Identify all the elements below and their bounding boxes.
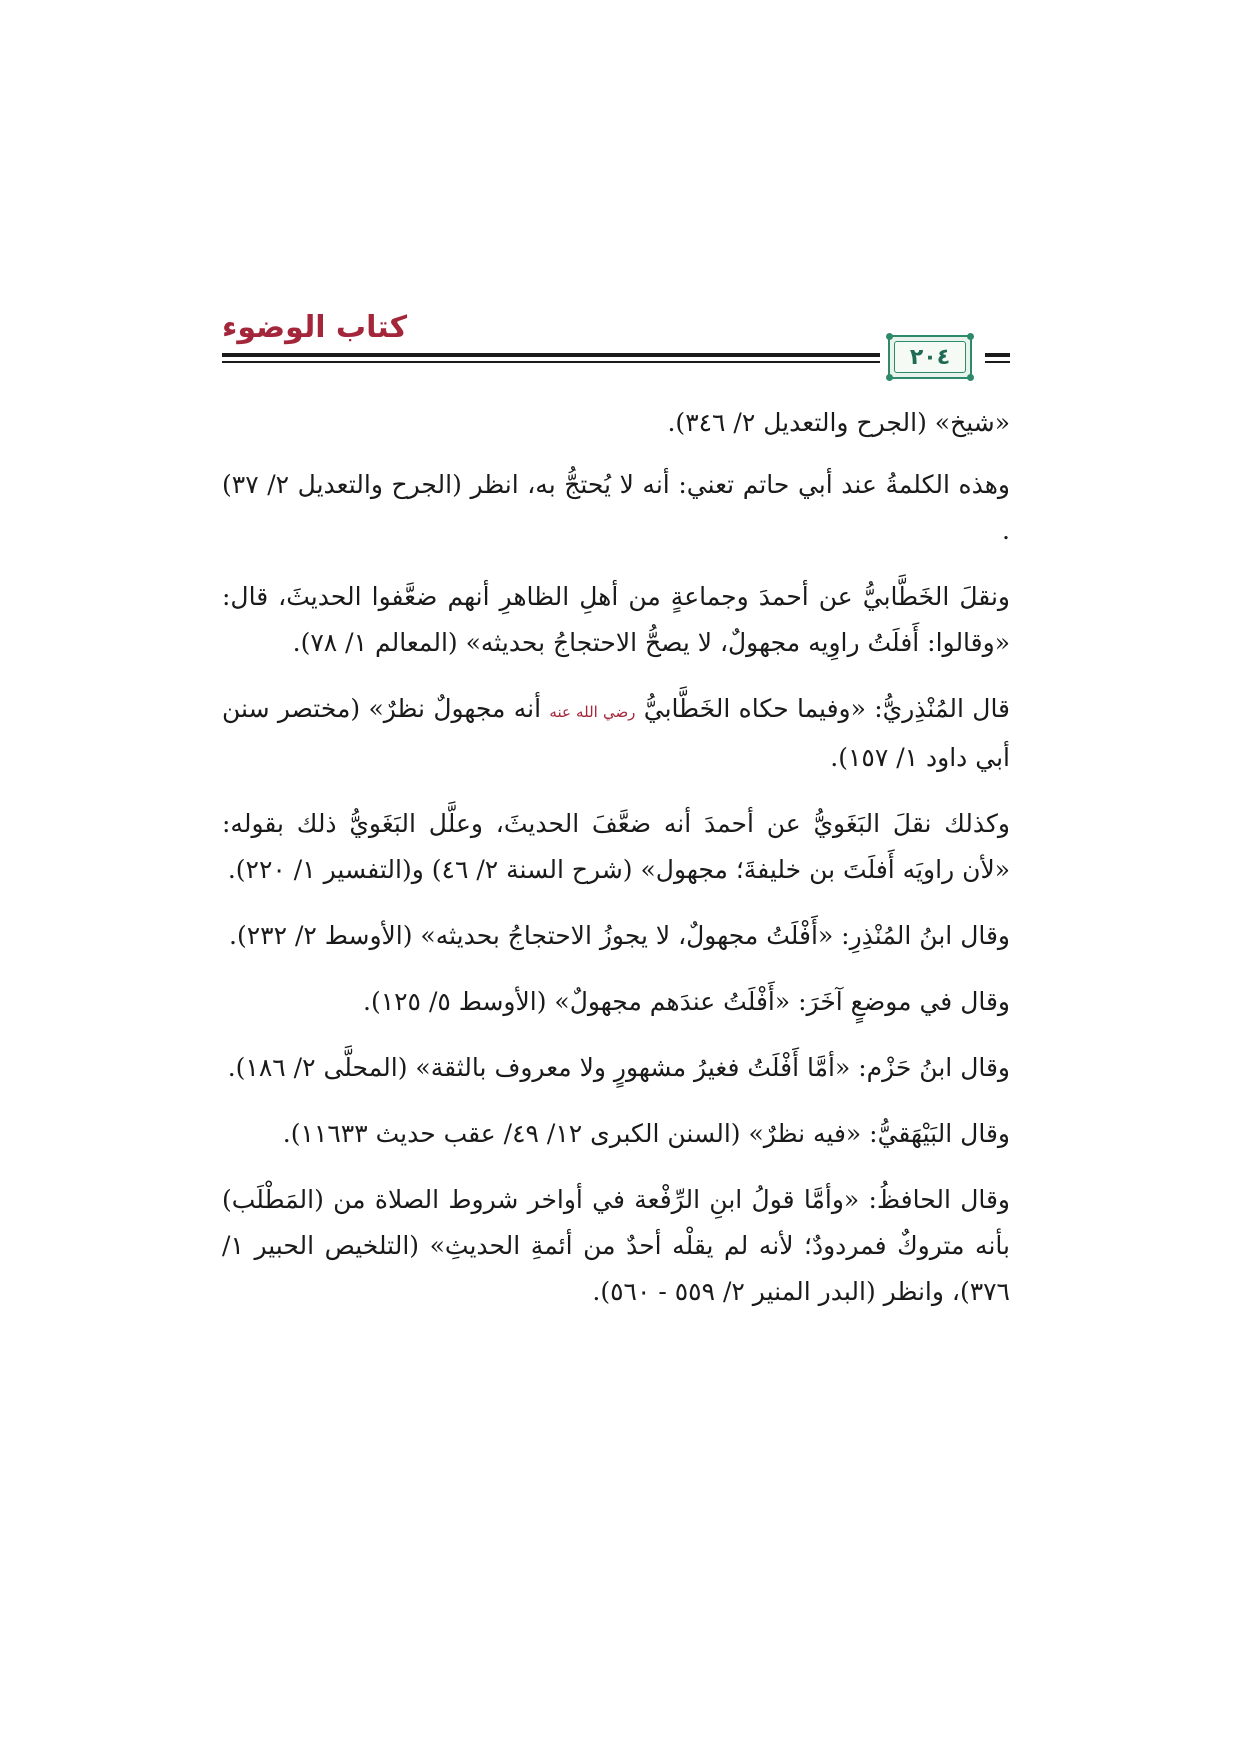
paragraph: «شيخ» (الجرح والتعديل ٢/ ٣٤٦).	[667, 408, 1010, 437]
page-body	[222, 400, 1010, 1335]
ornament-icon	[967, 333, 974, 340]
paragraph: وقال في موضعٍ آخَرَ: «أَفْلَتُ عندَهم مجهولٌ» (الأوسط ٥/ ١٢٥).	[363, 987, 1010, 1016]
page-number: ٢٠٤	[894, 341, 966, 373]
paragraph: وقال ابنُ حَزْم: «أمَّا أَفْلَتُ فغيرُ مشهورٍ ولا معروف بالثقة» (المحلَّى ٢/ ١٨٦).	[227, 1053, 1010, 1082]
book-title: كتاب الوضوء	[222, 310, 408, 345]
header-rule-right-thick	[985, 353, 1010, 357]
ornament-icon	[886, 333, 893, 340]
paragraph	[222, 686, 1010, 781]
ornament-icon	[886, 374, 893, 381]
paragraph: وقال ابنُ المُنْذِرِ: «أَفْلَتُ مجهولٌ، لا يجوزُ الاحتجاجُ بحديثه» (الأوسط ٢/ ٢٣٢).	[229, 921, 1010, 950]
header-rule-thick	[222, 353, 880, 357]
paragraph: ونقلَ الخَطَّابيُّ عن أحمدَ وجماعةٍ من أهلِ الظاهرِ أنهم ضعَّفوا الحديثَ، قال: «وقالوا: أَفلَتُ راوِيه مجهولٌ، لا يصحُّ الاحتجاجُ بحديثه» (المعالم ١/ ٧٨).	[222, 582, 1010, 657]
paragraph: وقال الحافظُ: «وأمَّا قولُ ابنِ الرِّفْعة في أواخر شروط الصلاة من (المَطْلَب) بأنه متروكٌ فمردودٌ؛ لأنه لم يقلْه أحدٌ من أئمةِ الحديثِ» (التلخيص الحبير ١/ ٣٧٦)، وانظر (البدر المنير ٢/ ٥٥٩ - ٥٦٠).	[222, 1185, 1010, 1306]
page-number-badge	[888, 335, 972, 379]
ornament-icon	[967, 374, 974, 381]
header-rule-right-thin	[985, 361, 1010, 363]
paragraph-part: أنه مجهولٌ نظرٌ» (مختصر سنن أبي داود ١/ ١٥٧).	[222, 694, 1010, 772]
honorific-glyph: رضي الله عنه	[549, 703, 636, 721]
paragraph: وهذه الكلمةُ عند أبي حاتم تعني: أنه لا يُحتجُّ به، انظر (الجرح والتعديل ٢/ ٣٧) .	[222, 470, 1010, 545]
paragraph: وكذلك نقلَ البَغَويُّ عن أحمدَ أنه ضعَّفَ الحديثَ، وعلَّل البَغَويُّ ذلك بقوله: «لأن راويَه أَفلَتَ بن خليفةَ؛ مجهول» (شرح السنة ٢/ ٤٦) و(التفسير ١/ ٢٢٠).	[222, 809, 1010, 884]
paragraph: وقال البَيْهَقيُّ: «فيه نظرٌ» (السنن الكبرى ١٢/ ٤٩/ عقب حديث ١١٦٣٣).	[282, 1119, 1010, 1148]
paragraph-part: قال المُنْذِريُّ: «وفيما حكاه الخَطَّابيُّ	[643, 694, 1011, 723]
header-rule-thin	[222, 361, 880, 363]
